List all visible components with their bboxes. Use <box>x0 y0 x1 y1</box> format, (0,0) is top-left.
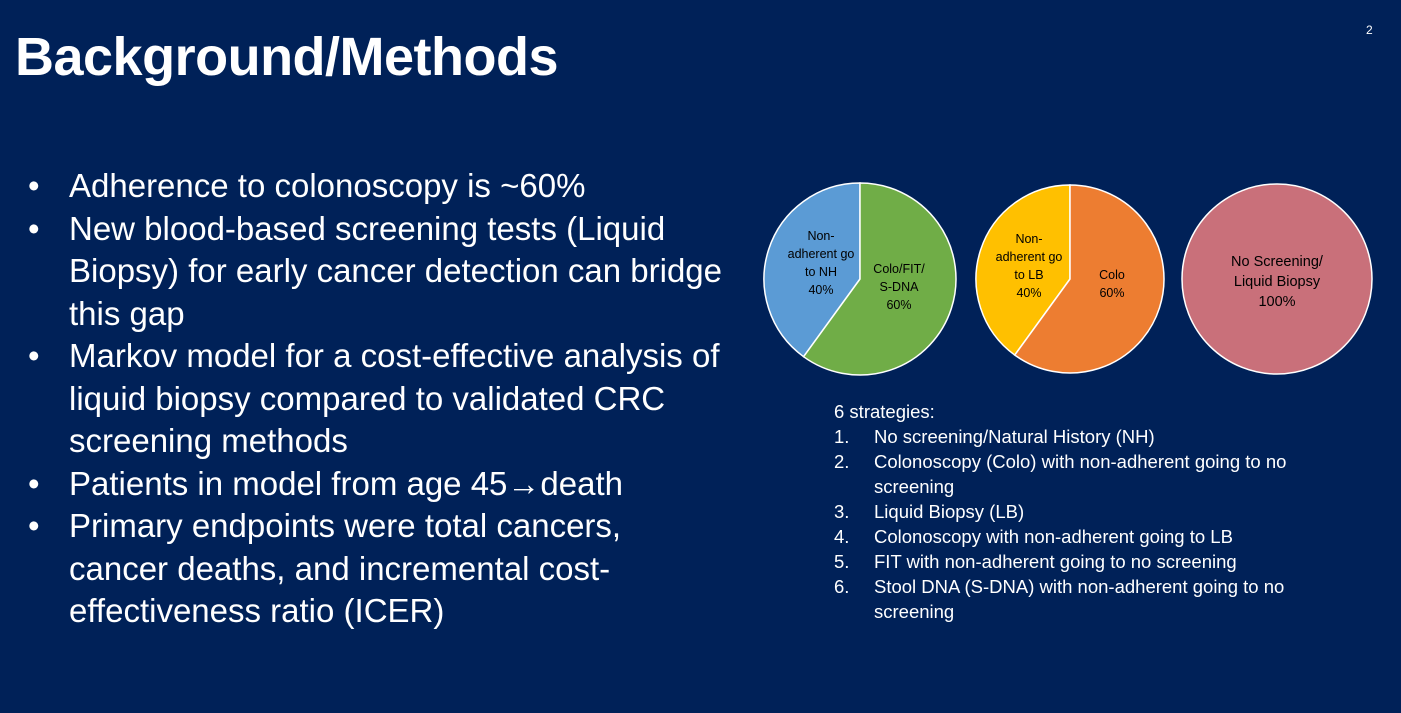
strategy-number: 2. <box>834 451 850 472</box>
bullet-dot: • <box>28 167 40 204</box>
bullet-text: Primary endpoints were total cancers, cancer deaths, and incremental cost-effectiveness ratio (ICER) <box>69 507 622 629</box>
bullet-text: Adherence to colonoscopy is ~60% <box>69 167 586 204</box>
bullet-dot: • <box>28 507 40 544</box>
bullet-text: Markov model for a cost-effective analysis of liquid biopsy compared to validated CRC screening methods <box>69 337 720 459</box>
strategy-item <box>834 549 1354 574</box>
slide-number: 2 <box>1366 23 1373 37</box>
strategy-item <box>834 449 1354 499</box>
strategy-item <box>834 574 1354 624</box>
strategy-item <box>834 424 1354 449</box>
strategy-text: Colonoscopy with non-adherent going to LB <box>874 526 1233 547</box>
pie-charts-svg <box>755 180 1385 380</box>
bullet-item <box>28 208 728 336</box>
strategy-text: FIT with non-adherent going to no screening <box>874 551 1237 572</box>
pie-slice-label: Non-adherent go to LB 40% <box>995 232 1063 300</box>
bullet-dot: • <box>28 209 40 247</box>
bullet-list <box>28 165 728 633</box>
slide-title: Background/Methods <box>15 27 559 87</box>
strategies-list <box>834 399 1354 624</box>
strategy-text: Stool DNA (S-DNA) with non-adherent going to no screening <box>874 576 1285 622</box>
bullet-item <box>28 505 728 633</box>
bullet-item <box>28 335 728 463</box>
strategy-number: 1. <box>834 426 850 447</box>
strategy-number: 4. <box>834 526 850 547</box>
bullet-item <box>28 463 728 506</box>
strategies-heading: 6 strategies: <box>834 401 935 422</box>
strategy-text: Colonoscopy (Colo) with non-adherent going to no screening <box>874 451 1287 497</box>
bullet-dot: • <box>28 337 40 374</box>
pie-charts <box>755 180 1385 380</box>
pie-slice-label: Colo/FIT/ S-DNA 60% <box>873 262 925 312</box>
strategy-number: 3. <box>834 501 850 522</box>
strategy-item <box>834 524 1354 549</box>
pie-slice-label: Colo 60% <box>1099 268 1125 300</box>
strategy-number: 6. <box>834 576 850 597</box>
bullet-text: Patients in model from age 45→death <box>69 464 623 502</box>
strategy-item <box>834 499 1354 524</box>
bullet-dot: • <box>28 464 40 502</box>
pie-slice-label: Non-adherent go to NH 40% <box>787 229 855 297</box>
bullet-item <box>28 165 728 208</box>
strategy-text: Liquid Biopsy (LB) <box>874 501 1025 522</box>
pie-slice-label: No Screening/ Liquid Biopsy 100% <box>1231 254 1323 310</box>
strategy-text: No screening/Natural History (NH) <box>874 426 1155 447</box>
strategy-number: 5. <box>834 551 850 572</box>
bullet-text: New blood-based screening tests (Liquid Biopsy) for early cancer detection can bridge this gap <box>69 209 723 332</box>
